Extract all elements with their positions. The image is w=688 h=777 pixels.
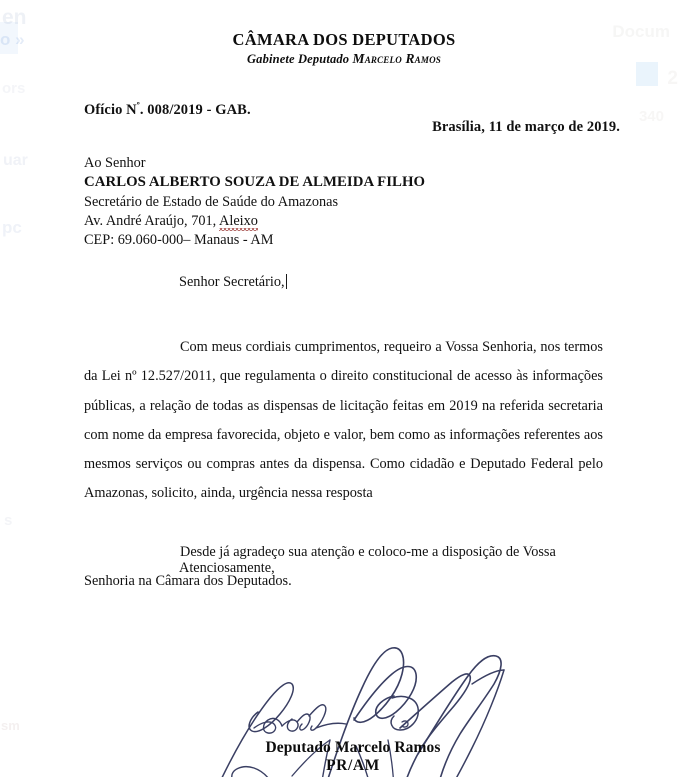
addressee-name: CARLOS ALBERTO SOUZA DE ALMEIDA FILHO (84, 174, 426, 191)
letterhead-subtitle-prefix: Gabinete Deputado (247, 51, 353, 66)
edge-ghost-left-4: uar (3, 152, 28, 169)
salutation (179, 274, 287, 291)
addressee-street (84, 212, 425, 231)
letter-body (84, 333, 603, 596)
edge-ghost-left-1: en (2, 6, 27, 29)
addressee-postal-code: CEP: 69.060-000– Manaus - AM (84, 232, 274, 249)
addressee-block (84, 154, 425, 250)
signature-party: PR/AM (326, 757, 380, 774)
edge-ghost-right-1: Docum (612, 22, 670, 41)
reference-number-ordinal: º (136, 100, 140, 111)
edge-ghost-right-3: 340 (638, 108, 664, 125)
body-paragraph-1: Com meus cordiais cumprimentos, requeiro a Vossa Senhoria, nos termos da Lei nº 12.527/2011, que regulamenta o direito constitucional de acesso às informações públicas, a relação de todas as dispensas de licitação feitas em 2019 na referida secretaria com nome da empresa favorecida, objeto e valor, bem como as informações referentes aos mesmos serviços ou compras antes da dispensa. Como cidadão e Deputado Federal pelo Amazonas, solicito, ainda, urgência nessa resposta (84, 339, 603, 502)
edge-ghost-left-3: ors (2, 80, 26, 97)
addressee-role: Secretário de Estado de Saúde do Amazonas (84, 193, 339, 210)
addressee-salutation-line: Ao Senhor (84, 155, 146, 171)
place-and-date: Brasília, 11 de março de 2019. (432, 119, 620, 135)
addressee-street-neighborhood-misspelled: Aleixo (219, 212, 258, 229)
addressee-street-text: Av. André Araújo, 701, (84, 212, 220, 229)
body-paragraph-2: Desde já agradeço sua atenção e coloco-me a disposição de Vossa Senhoria na Câmara dos Deputados. (84, 543, 556, 590)
reference-number (84, 102, 251, 119)
edge-ghost-left-6: s (4, 512, 13, 529)
edge-ghost-left-2: o » (0, 30, 25, 49)
letterhead-title: CÂMARA DOS DEPUTADOS (232, 30, 456, 49)
closing-line: Atenciosamente, (179, 560, 275, 576)
salutation-text: Senhor Secretário, (179, 274, 285, 290)
text-cursor-caret (286, 274, 287, 289)
edge-ghost-left-5: pc (2, 218, 22, 237)
letterhead-subtitle-name: Marcelo Ramos (352, 50, 441, 66)
reference-number-suffix: . 008/2019 - GAB. (139, 102, 251, 118)
edge-ghost-right-2: 2 (667, 68, 678, 89)
edge-ghost-left-7: sm (1, 718, 20, 733)
letterhead (0, 31, 688, 67)
signature-name: Deputado Marcelo Ramos (265, 739, 441, 756)
reference-number-prefix: Ofício N (84, 102, 137, 118)
letterhead-subtitle (0, 51, 688, 67)
